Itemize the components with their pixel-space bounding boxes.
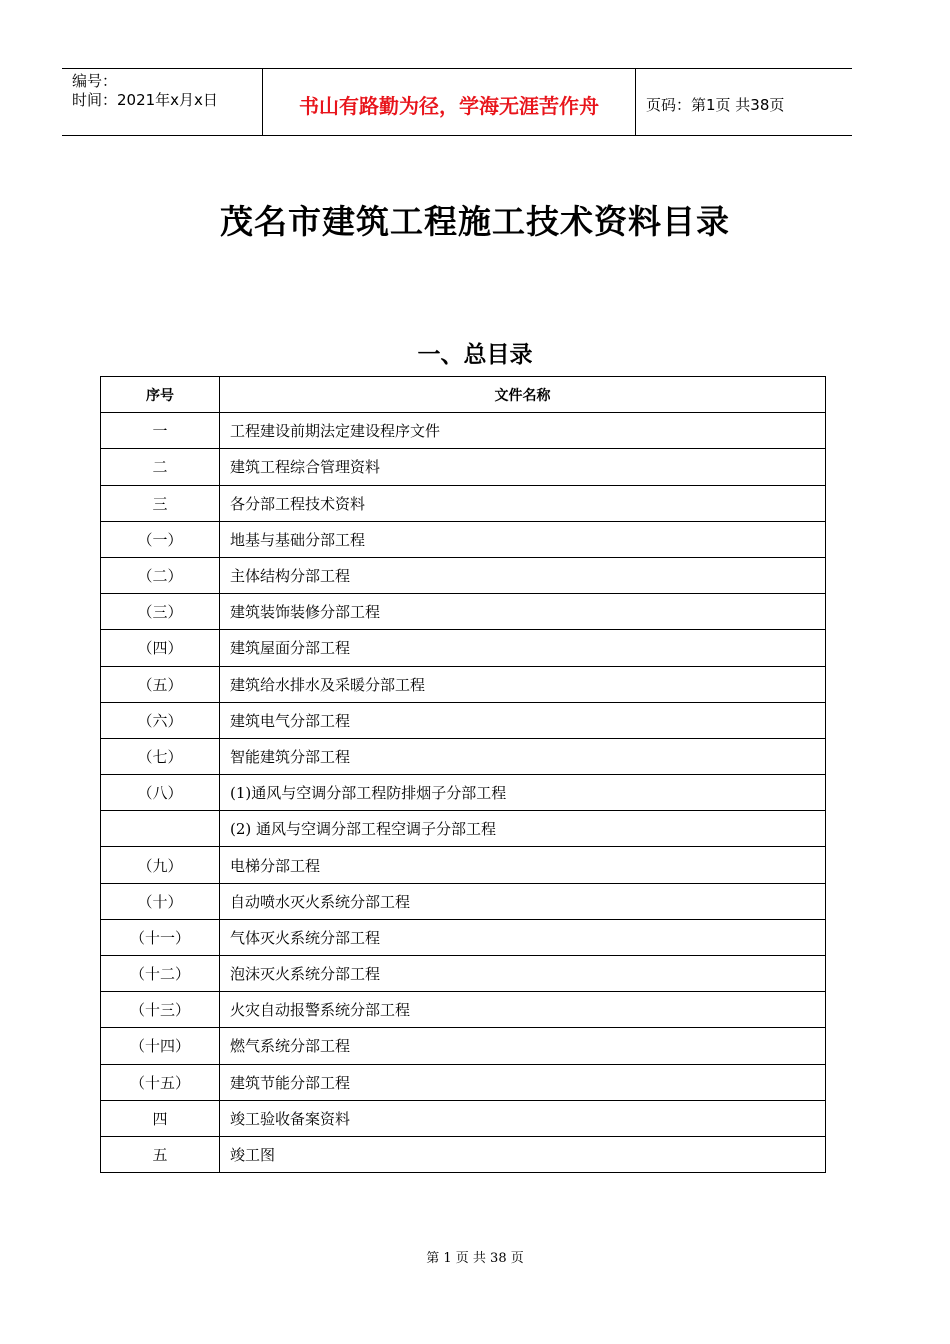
row-index: （十四） <box>101 1028 220 1064</box>
row-file-name: (2) 通风与空调分部工程空调子分部工程 <box>220 811 826 847</box>
table-row <box>101 919 826 955</box>
table-row <box>101 883 826 919</box>
row-index: （一） <box>101 521 220 557</box>
row-index: 四 <box>101 1100 220 1136</box>
row-index: （三） <box>101 594 220 630</box>
row-index: （十三） <box>101 992 220 1028</box>
table-row <box>101 847 826 883</box>
column-header-index: 序号 <box>101 377 220 413</box>
column-header-name: 文件名称 <box>220 377 826 413</box>
table-row <box>101 811 826 847</box>
table-row <box>101 956 826 992</box>
table-row <box>101 1136 826 1172</box>
page-footer: 第 1 页 共 38 页 <box>426 1251 524 1266</box>
row-index: 三 <box>101 485 220 521</box>
time-label: 时间：2021年x月x日 <box>72 91 218 109</box>
row-file-name: 各分部工程技术资料 <box>220 485 826 521</box>
header-meta <box>62 69 263 135</box>
row-file-name: 地基与基础分部工程 <box>220 521 826 557</box>
toc-table <box>100 376 826 1173</box>
row-index: 一 <box>101 413 220 449</box>
row-file-name: 工程建设前期法定建设程序文件 <box>220 413 826 449</box>
header-motto: 书山有路勤为径，学海无涯苦作舟 <box>263 69 636 135</box>
table-row <box>101 702 826 738</box>
header-page-info: 页码：第1页 共38页 <box>646 95 785 114</box>
row-file-name: 燃气系统分部工程 <box>220 1028 826 1064</box>
row-index: （十二） <box>101 956 220 992</box>
row-index: 二 <box>101 449 220 485</box>
row-index: 五 <box>101 1136 220 1172</box>
table-row <box>101 594 826 630</box>
row-file-name: 智能建筑分部工程 <box>220 738 826 774</box>
table-body <box>101 413 826 1173</box>
table-row <box>101 449 826 485</box>
table-row <box>101 557 826 593</box>
table-row <box>101 1064 826 1100</box>
table-row <box>101 1100 826 1136</box>
row-file-name: 建筑工程综合管理资料 <box>220 449 826 485</box>
section-title: 一、总目录 <box>417 342 533 368</box>
row-file-name: (1)通风与空调分部工程防排烟子分部工程 <box>220 775 826 811</box>
table-row <box>101 992 826 1028</box>
row-index: （十五） <box>101 1064 220 1100</box>
row-index: （八） <box>101 775 220 811</box>
row-file-name: 自动喷水灭火系统分部工程 <box>220 883 826 919</box>
row-file-name: 主体结构分部工程 <box>220 557 826 593</box>
row-index: （五） <box>101 666 220 702</box>
row-file-name: 电梯分部工程 <box>220 847 826 883</box>
row-file-name: 泡沫灭火系统分部工程 <box>220 956 826 992</box>
row-file-name: 建筑装饰装修分部工程 <box>220 594 826 630</box>
row-file-name: 竣工图 <box>220 1136 826 1172</box>
row-index: （十一） <box>101 919 220 955</box>
table-row <box>101 666 826 702</box>
number-label: 编号： <box>72 72 118 90</box>
row-index: （十） <box>101 883 220 919</box>
table-row <box>101 630 826 666</box>
row-file-name: 气体灭火系统分部工程 <box>220 919 826 955</box>
row-index <box>101 811 220 847</box>
table-row <box>101 738 826 774</box>
row-file-name: 建筑节能分部工程 <box>220 1064 826 1100</box>
row-file-name: 竣工验收备案资料 <box>220 1100 826 1136</box>
row-index: （二） <box>101 557 220 593</box>
table-row <box>101 413 826 449</box>
table-row <box>101 521 826 557</box>
table-row <box>101 775 826 811</box>
row-file-name: 建筑屋面分部工程 <box>220 630 826 666</box>
row-index: （六） <box>101 702 220 738</box>
table-row <box>101 1028 826 1064</box>
table-row <box>101 485 826 521</box>
row-file-name: 火灾自动报警系统分部工程 <box>220 992 826 1028</box>
row-file-name: 建筑给水排水及采暖分部工程 <box>220 666 826 702</box>
page-header <box>62 68 852 136</box>
row-index: （七） <box>101 738 220 774</box>
row-file-name: 建筑电气分部工程 <box>220 702 826 738</box>
document-title: 茂名市建筑工程施工技术资料目录 <box>220 202 730 241</box>
table-header-row <box>101 377 826 413</box>
row-index: （四） <box>101 630 220 666</box>
row-index: （九） <box>101 847 220 883</box>
